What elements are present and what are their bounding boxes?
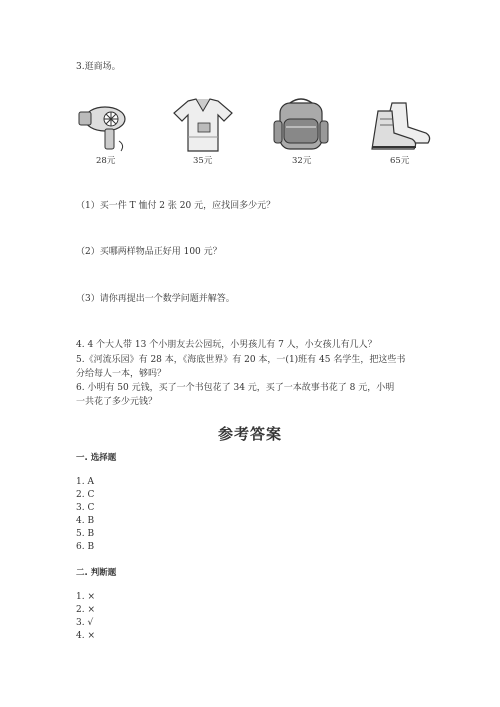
q5-text-line2: 分给每人一本，够吗？ <box>76 369 167 379</box>
boots-image <box>368 97 438 155</box>
shirt-image <box>168 97 238 155</box>
backpack-image <box>266 97 336 155</box>
answers-title: 参考答案 <box>217 425 282 443</box>
section2-answer: 3. √ <box>76 618 94 628</box>
q5-text-line1: 5.《河流乐园》有 28 本，《海底世界》有 20 本，一(1)班有 45 名学生，把这些书 <box>76 355 406 365</box>
backpack-price: 32元 <box>292 156 312 166</box>
section1-heading: 一. 选择题 <box>76 453 117 463</box>
q3-heading: 3.逛商场。 <box>76 62 121 72</box>
q3-sub1: （1）买一件 T 恤付 2 张 20 元，应找回多少元？ <box>76 201 276 211</box>
section1-answer: 3. C <box>76 503 95 513</box>
q3-sub2: （2）买哪两样物品正好用 100 元？ <box>76 247 222 257</box>
section1-answer: 5. B <box>76 529 95 539</box>
section1-answer: 4. B <box>76 516 95 526</box>
q4-text: 4. 4 个大人带 13 个小朋友去公园玩，小男孩儿有 7 人，小女孩儿有几人？ <box>76 340 377 350</box>
section1-answer: 1. A <box>76 477 94 487</box>
q6-text-line2: 一共花了多少元钱？ <box>76 397 158 407</box>
hair-dryer-price: 28元 <box>96 156 116 166</box>
section2-answer: 4. × <box>76 631 95 641</box>
q3-sub3: （3）请你再提出一个数学问题并解答。 <box>76 294 235 304</box>
section1-answer: 2. C <box>76 490 95 500</box>
hair-dryer-image <box>75 97 145 155</box>
section2-answer: 1. × <box>76 592 95 602</box>
q6-text-line1: 6. 小明有 50 元钱，买了一个书包花了 34 元，买了一本故事书花了 8 元，小明 <box>76 383 395 393</box>
boots-price: 65元 <box>390 156 410 166</box>
section2-answer: 2. × <box>76 605 95 615</box>
section1-answer: 6. B <box>76 542 95 552</box>
shirt-price: 35元 <box>193 156 213 166</box>
section2-heading: 二. 判断题 <box>76 568 117 578</box>
